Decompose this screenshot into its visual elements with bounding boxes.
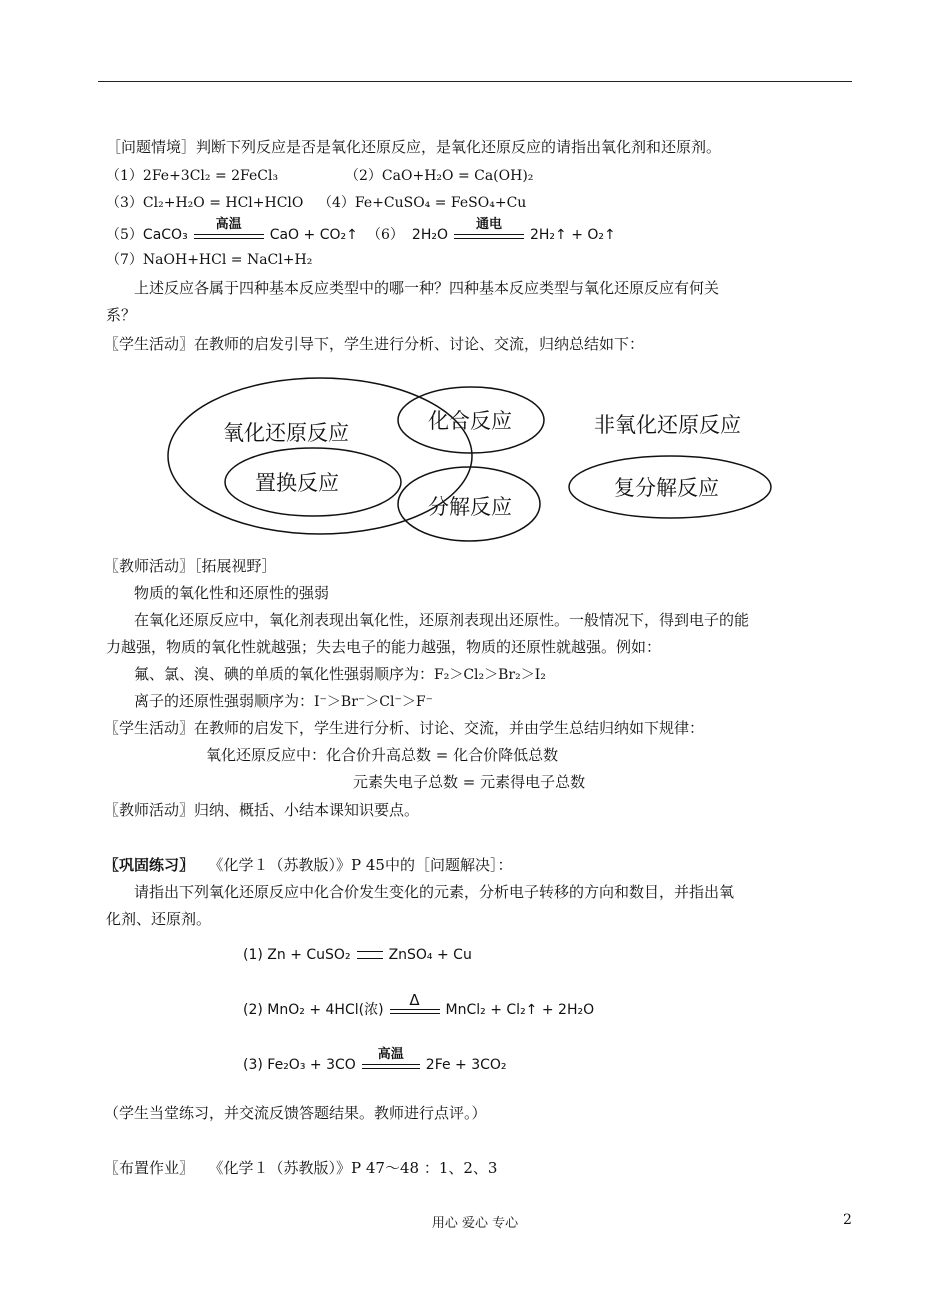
paragraph-1b: 系？ xyxy=(106,306,137,324)
footer-text: 用心 爱心 专心 xyxy=(431,1216,519,1231)
double-decomposition-label: 复分解反应 xyxy=(614,476,719,500)
reaction-3: （3）Cl₂+H₂O = HCl+HClO xyxy=(106,195,304,211)
condition-high-temp: 高温 xyxy=(194,225,264,245)
teacher-heading: 〖教师活动〗［拓展视野］ xyxy=(104,557,277,575)
practice-task-b: 化剂、还原剂。 xyxy=(106,910,212,928)
combination-label: 化合反应 xyxy=(428,409,512,433)
halogen-order: 氟、氯、溴、碘的单质的氧化性强弱顺序为：F₂＞Cl₂＞Br₂＞I₂ xyxy=(134,665,546,683)
teacher-topic: 物质的氧化性和还原性的强弱 xyxy=(134,584,330,602)
paragraph-1a: 上述反应各属于四种基本反应类型中的哪一种？四种基本反应类型与氧化还原反应有何关 xyxy=(134,279,720,297)
practice-note: （学生当堂练习，并交流反馈答题结果。教师进行点评。） xyxy=(104,1104,487,1122)
condition-electrolysis: 通电 xyxy=(454,225,524,245)
exercise-3: (3) Fe₂O₃ + 3CO 高温 2Fe + 3CO₂ xyxy=(243,1047,507,1073)
condition-heat: Δ xyxy=(390,1000,440,1020)
question-text: ［问题情境］判断下列反应是否是氧化还原反应，是氧化还原反应的请指出氧化剂和还原剂。 xyxy=(106,138,722,156)
homework: 〖布置作业〗 《化学１（苏教版）》P 47～48 ：1、2、3 xyxy=(104,1159,498,1177)
ion-order: 离子的还原性强弱顺序为：I⁻＞Br⁻＞Cl⁻＞F⁻ xyxy=(134,692,433,710)
reaction-4: （4）Fe+CuSO₄ = FeSO₄+Cu xyxy=(318,195,527,211)
reaction-1: （1）2Fe+3Cl₂ = 2FeCl₃ xyxy=(106,168,279,184)
reaction-2: （2）CaO+H₂O = Ca(OH)₂ xyxy=(345,168,534,184)
non-redox-label: 非氧化还原反应 xyxy=(594,413,741,437)
reaction-7: （7）NaOH+HCl = NaCl+H₂ xyxy=(106,252,313,268)
redox-ellipse xyxy=(168,378,472,534)
decomposition-label: 分解反应 xyxy=(428,495,512,519)
reaction-6: （6） 2H₂O 通电 2H₂↑ + O₂↑ xyxy=(367,217,616,243)
practice-task-a: 请指出下列氧化还原反应中化合价发生变化的元素，分析电子转移的方向和数目，并指出氧 xyxy=(134,883,735,901)
rule-2: 元素失电子总数 = 元素得电子总数 xyxy=(353,773,586,791)
teacher-activity-2: 〖教师活动〗归纳、概括、小结本课知识要点。 xyxy=(104,801,420,819)
reaction-5: （5）CaCO₃ 高温 CaO + CO₂↑ xyxy=(106,217,358,243)
practice-heading: 〖巩固练习〗 《化学１（苏教版）》P 45中的［问题解决］： xyxy=(104,856,513,874)
exercise-2: (2) MnO₂ + 4HCl(浓) Δ MnCl₂ + Cl₂↑ + 2H₂O xyxy=(243,991,595,1018)
student-activity-2: 〖学生活动〗在教师的启发下，学生进行分析、讨论、交流，并由学生总结归纳如下规律： xyxy=(104,719,705,737)
teacher-para-a: 在氧化还原反应中，氧化剂表现出氧化性，还原剂表现出还原性。一般情况下，得到电子的能 xyxy=(134,611,750,629)
page-number: 2 xyxy=(843,1212,852,1228)
teacher-para-b: 力越强，物质的氧化性就越强；失去电子的能力越强，物质的还原性就越强。例如： xyxy=(106,638,662,656)
header-rule xyxy=(98,81,852,82)
reaction-type-diagram xyxy=(160,376,780,556)
exercise-1: (1) Zn + CuSO₂ ZnSO₄ + Cu xyxy=(243,947,472,963)
redox-label: 氧化还原反应 xyxy=(223,421,349,445)
rule-1: 氧化还原反应中：化合价升高总数 = 化合价降低总数 xyxy=(206,746,559,764)
condition-high-temp-2: 高温 xyxy=(362,1055,420,1075)
student-activity-1: 〖学生活动〗在教师的启发引导下，学生进行分析、讨论、交流，归纳总结如下： xyxy=(104,335,645,353)
replacement-label: 置换反应 xyxy=(255,471,339,495)
